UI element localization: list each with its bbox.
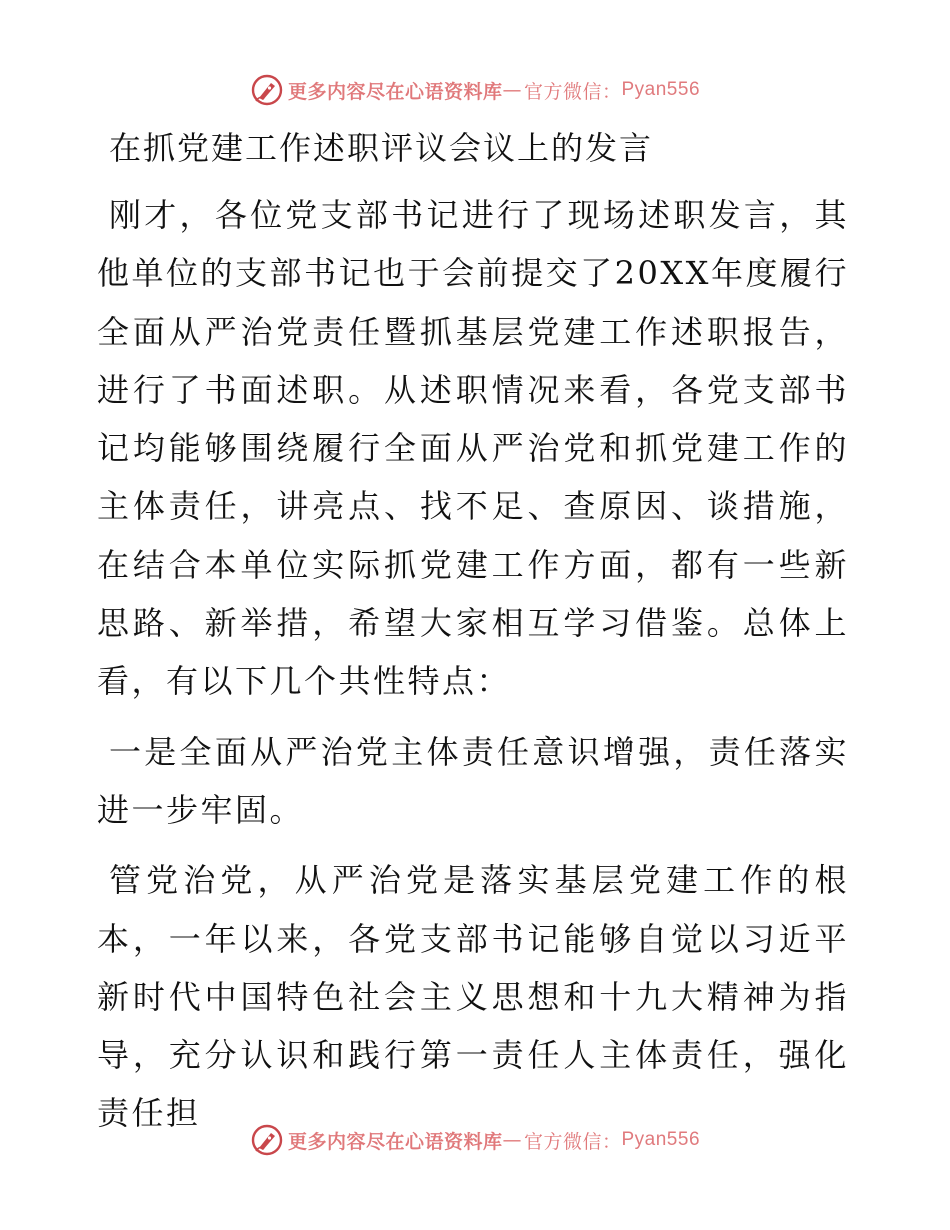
footer-banner-wechat-id: Pyan556 bbox=[621, 1129, 701, 1150]
footer-watermark-banner bbox=[0, 1120, 950, 1160]
document-title: 在抓党建工作述职评议会议上的发言 bbox=[109, 129, 654, 167]
header-watermark-banner bbox=[0, 70, 950, 110]
footer-banner-dash: — bbox=[502, 1129, 522, 1151]
paragraph-3: 管党治党，从严治党是落实基层党建工作的根本，一年以来，各党支部书记能够自觉以习近平新时代中国特色社会主义思想和十九大精神为指导，充分认识和践行第一责任人主体责任，强化责任担 bbox=[97, 861, 849, 1133]
footer-banner-wechat-label: 官方微信： bbox=[523, 1130, 622, 1153]
header-banner-dash: — bbox=[502, 79, 522, 101]
header-banner-wechat-label: 官方微信： bbox=[523, 80, 622, 103]
header-banner-wechat-id: Pyan556 bbox=[621, 79, 701, 100]
document-body bbox=[97, 124, 849, 1155]
paragraph-2: 一是全面从严治党主体责任意识增强，责任落实进一步牢固。 bbox=[97, 732, 849, 829]
pen-nib-logo-icon bbox=[250, 1123, 284, 1157]
header-banner-main-text: 更多内容尽在心语资料库 bbox=[287, 80, 503, 103]
footer-banner-main-text: 更多内容尽在心语资料库 bbox=[287, 1130, 503, 1153]
pen-nib-logo-icon bbox=[250, 73, 284, 107]
paragraph-1: 刚才，各位党支部书记进行了现场述职发言，其他单位的支部书记也于会前提交了20XX年度履行全面从严治党责任暨抓基层党建工作述职报告，进行了书面述职。从述职情况来看，各党支部书记均能够围绕履行全面从严治党和抓党建工作的主体责任，讲亮点、找不足、查原因、谈措施，在结合本单位实际抓党建工作方面，都有一些新思路、新举措，希望大家相互学习借鉴。总体上看，有以下几个共性特点： bbox=[97, 196, 849, 701]
